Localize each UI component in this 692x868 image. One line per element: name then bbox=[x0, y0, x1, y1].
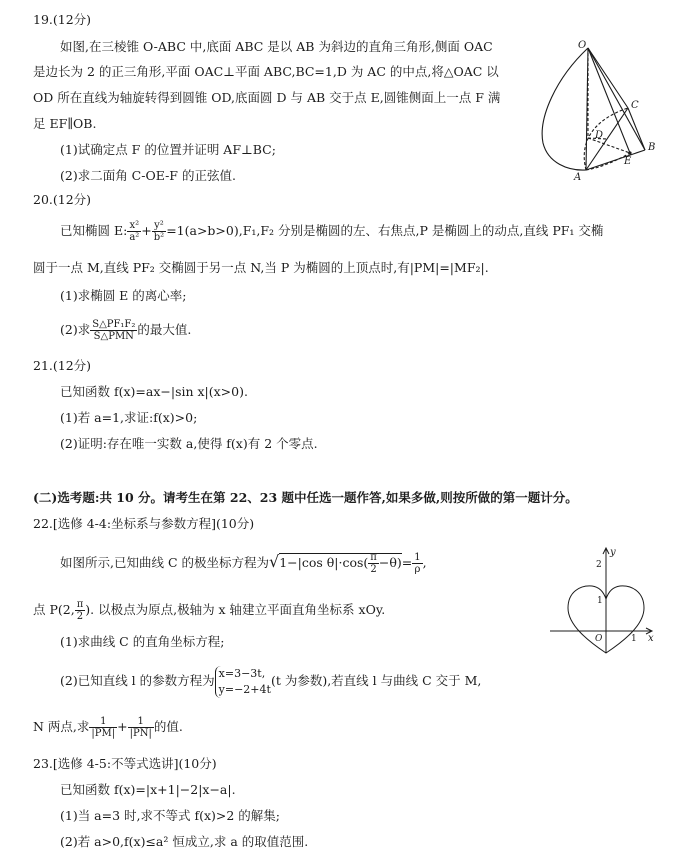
q22-part-1: (1)求曲线 C 的直角坐标方程; bbox=[60, 634, 225, 649]
q19-cone-figure bbox=[538, 38, 673, 188]
q22-label-y: y bbox=[610, 547, 616, 558]
q23-header: 23.[选修 4-5:不等式选讲](10分) bbox=[33, 756, 217, 771]
q22-line-5: N 两点,求 $\frac{1}{|PM|}$ + $\frac{1}{|PN|}$ 的值. bbox=[33, 716, 183, 739]
q23-part-1: (1)当 a=3 时,求不等式 f(x)>2 的解集; bbox=[60, 808, 281, 823]
q22-label-2: 2 bbox=[596, 560, 602, 570]
q19-label-d: D bbox=[595, 130, 604, 141]
q22-line-1: 如图所示,已知曲线 C 的极坐标方程为√1−|cos θ|·cos( $\frac{\pi}{2}$ −θ)= $\frac{1}{\rho}$ , bbox=[60, 552, 427, 575]
q20-line-1-suffix: =1(a>b>0),F₁,F₂ 分别是椭圆的左、右焦点,P 是椭圆上的动点,直线 PF₁ 交椭 bbox=[166, 223, 604, 238]
q20-line-1: 已知椭圆 E: $\frac{\text{x²}}{\text{a²}}$ + $\frac{\text{y²}}{\text{b²}}$ =1(a>b>0),F₁,F₂ 分别是椭圆的左、右焦点,P 是椭圆上的动点,直线 PF₁ 交椭 bbox=[60, 220, 604, 243]
q19-line-4: 足 EF∥OB. bbox=[33, 116, 97, 131]
q22-heart-figure bbox=[548, 545, 658, 655]
q22-label-x: x bbox=[648, 633, 654, 644]
q20-line-1-prefix: 已知椭圆 E: bbox=[60, 223, 128, 238]
q21-line-1: 已知函数 f(x)=ax−|sin x|(x>0). bbox=[60, 384, 248, 399]
q19-label-a: A bbox=[574, 172, 582, 183]
q19-label-b: B bbox=[648, 142, 656, 153]
q20-header: 20.(12分) bbox=[33, 192, 92, 207]
q22-label-1x: 1 bbox=[631, 634, 637, 644]
area-ratio-fraction: S△PF₁F₂ S△PMN bbox=[92, 319, 136, 342]
ellipse-y-fraction: $\frac{\text{y²}}{\text{b²}}$ bbox=[153, 220, 165, 243]
q21-part-1: (1)若 a=1,求证:f(x)>0; bbox=[60, 410, 198, 425]
q19-line-1: 如图,在三棱锥 O-ABC 中,底面 ABC 是以 AB 为斜边的直角三角形,侧面 OAC bbox=[60, 39, 493, 54]
q23-part-2: (2)若 a>0,f(x)≤a² 恒成立,求 a 的取值范围. bbox=[60, 834, 309, 849]
q20-line-2: 圆于一点 M,直线 PF₂ 交椭圆于另一点 N,当 P 为椭圆的上顶点时,有|PM|=|MF₂|. bbox=[33, 260, 489, 275]
q22-part-2: (2)已知直线 l 的参数方程为 x=3−3t, y=−2+4t (t 为参数),若直线 l 与曲线 C 交于 M, bbox=[60, 666, 482, 696]
q21-header: 21.(12分) bbox=[33, 358, 92, 373]
q19-line-2: 是边长为 2 的正三角形,平面 OAC⊥平面 ABC,BC=1,D 为 AC 的中点,将△OAC 以 bbox=[33, 64, 499, 79]
q22-label-o: O bbox=[595, 634, 603, 644]
q20-part-2: (2)求 S△PF₁F₂ S△PMN 的最大值. bbox=[60, 319, 192, 342]
q19-header: 19.(12分) bbox=[33, 12, 92, 27]
q19-part-1: (1)试确定点 F 的位置并证明 AF⊥BC; bbox=[60, 142, 276, 157]
q22-line-2: 点 P(2, $\frac{\pi}{2}$ ). 以极点为原点,极轴为 x 轴建立平面直角坐标系 xOy. bbox=[33, 599, 386, 622]
q20-part-1: (1)求椭圆 E 的离心率; bbox=[60, 288, 187, 303]
q19-label-o: O bbox=[578, 40, 587, 51]
one-over-rho-fraction: $\frac{1}{\rho}$ bbox=[414, 552, 421, 575]
q22-header: 22.[选修 4-4:坐标系与参数方程](10分) bbox=[33, 516, 255, 531]
ellipse-x-fraction: $\frac{\text{x²}}{\text{a²}}$ bbox=[129, 220, 140, 243]
optional-section-heading: (二)选考题:共 10 分。请考生在第 22、23 题中任选一题作答,如果多做,则按所做的第一题计分。 bbox=[33, 490, 578, 505]
q19-part-2: (2)求二面角 C-OE-F 的正弦值. bbox=[60, 168, 236, 183]
q19-label-e: E bbox=[624, 156, 632, 167]
q22-label-1: 1 bbox=[597, 596, 603, 606]
q21-part-2: (2)证明:存在唯一实数 a,使得 f(x)有 2 个零点. bbox=[60, 436, 318, 451]
q19-label-c: C bbox=[631, 100, 639, 111]
q23-line-1: 已知函数 f(x)=|x+1|−2|x−a|. bbox=[60, 782, 236, 797]
q19-line-3: OD 所在直线为轴旋转得到圆锥 OD,底面圆 D 与 AB 交于点 E,圆锥侧面上一点 F 满 bbox=[33, 90, 501, 105]
